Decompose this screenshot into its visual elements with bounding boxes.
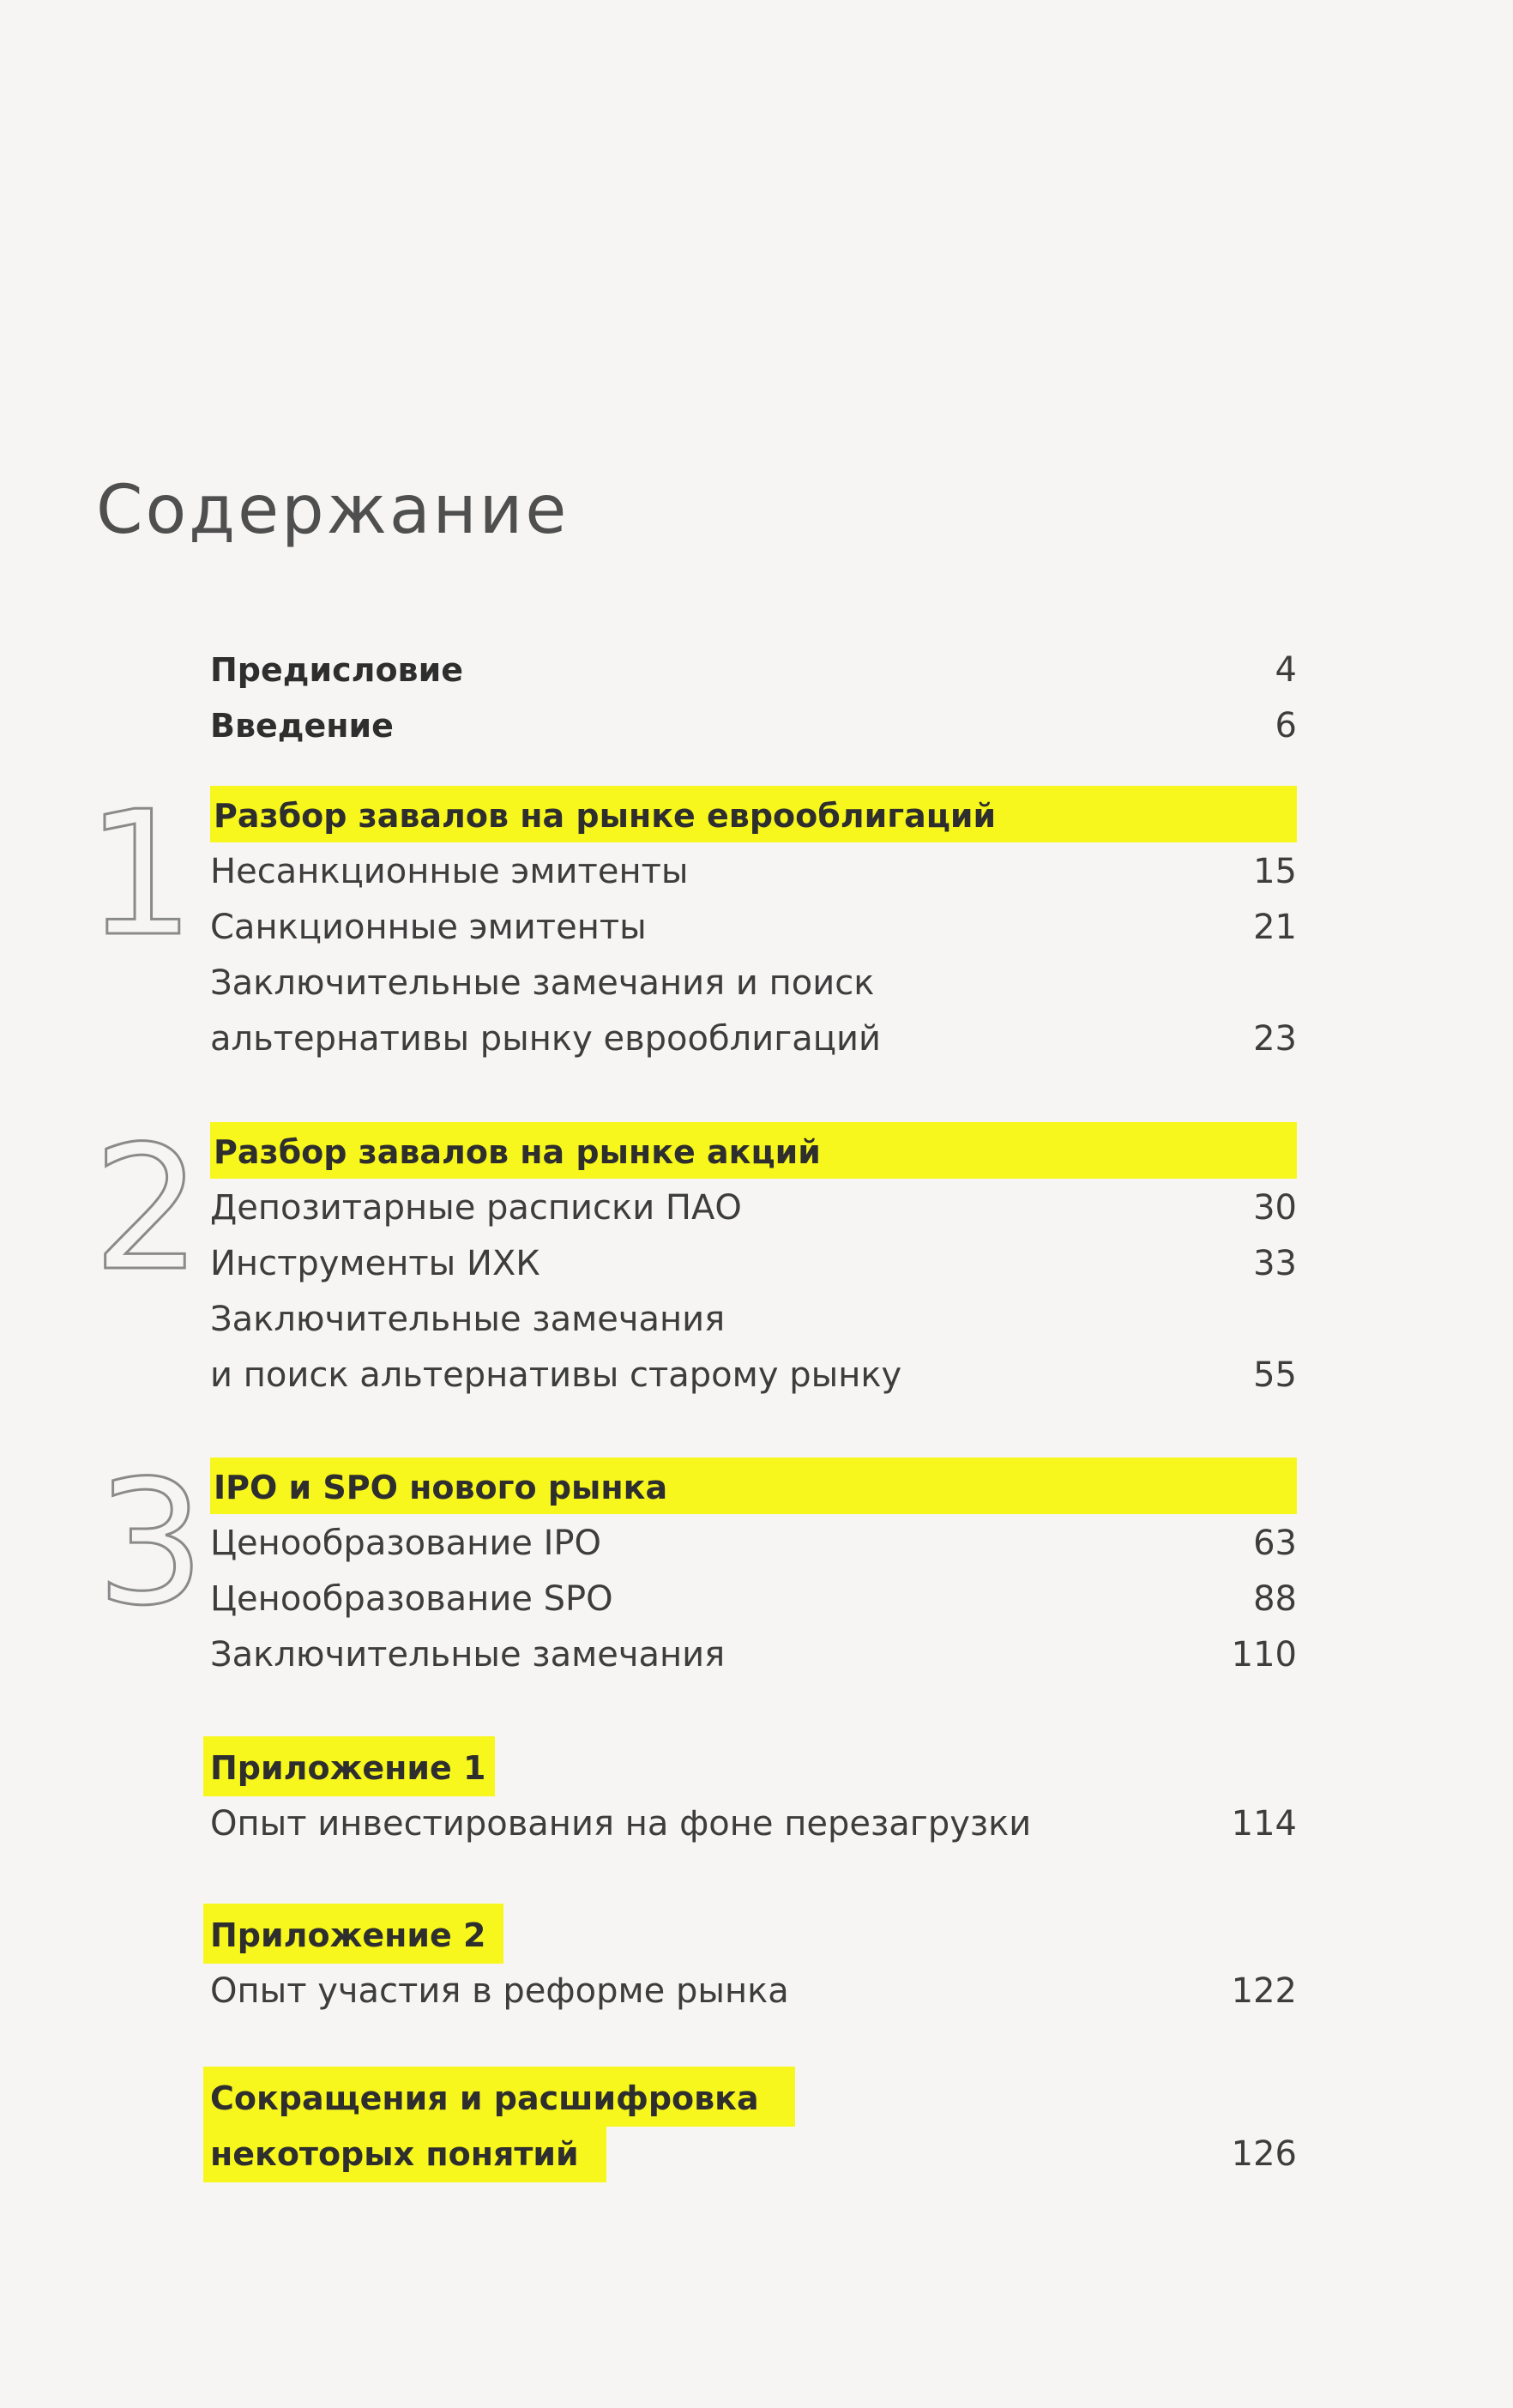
toc-page-number: 88	[1253, 1579, 1297, 1619]
toc-page-number: 4	[1275, 650, 1297, 690]
chapter-number-3: 3	[96, 1444, 206, 1644]
toc-entry-label: Ценообразование IPO	[210, 1524, 602, 1563]
toc-entry-label: Опыт инвестирования на фоне перезагрузки	[210, 1804, 1032, 1844]
toc-entry[interactable]	[210, 1572, 1297, 1626]
toc-entry-label: Инструменты ИХК	[210, 1244, 540, 1283]
toc-entry-label: Депозитарные расписки ПАО	[210, 1188, 742, 1228]
toc-entry[interactable]	[210, 1517, 1297, 1570]
toc-entry-label: Несанкционные эмитенты	[210, 852, 689, 891]
toc-entry-label: Заключительные замечания	[210, 1300, 726, 1339]
glossary-heading-line-2[interactable]	[210, 2127, 1297, 2181]
toc-entry[interactable]	[210, 845, 1297, 898]
toc-entry[interactable]	[210, 1349, 1297, 1402]
toc-page-number: 30	[1253, 1188, 1297, 1228]
toc-entry[interactable]	[210, 1012, 1297, 1065]
toc-page-number: 23	[1253, 1019, 1297, 1059]
toc-entry[interactable]	[210, 957, 1297, 1010]
toc-page-number: 63	[1253, 1524, 1297, 1563]
toc-entry[interactable]	[210, 901, 1297, 954]
toc-page-number: 33	[1253, 1244, 1297, 1283]
toc-entry-preface[interactable]	[210, 643, 1297, 697]
toc-entry-introduction[interactable]	[210, 699, 1297, 752]
toc-entry-label: Опыт участия в реформе рынка	[210, 1971, 789, 2011]
toc-entry[interactable]	[210, 1797, 1297, 1850]
glossary-heading-label: Сокращения и расшифровка	[210, 2079, 759, 2117]
glossary-heading-label: некоторых понятий	[210, 2135, 579, 2173]
appendix-heading-label: Приложение 1	[210, 1749, 486, 1787]
toc-entry-label: альтернативы рынку еврооблигаций	[210, 1019, 881, 1059]
toc-entry-label: Санкционные эмитенты	[210, 908, 647, 947]
appendix-heading-label: Приложение 2	[210, 1916, 486, 1954]
toc-entry-label: Предисловие	[210, 651, 464, 689]
chapter-number-2: 2	[93, 1109, 202, 1309]
chapter-heading-2[interactable]	[210, 1126, 1297, 1179]
toc-page-number: 6	[1275, 706, 1297, 745]
toc-page-number: 110	[1231, 1635, 1297, 1675]
toc-entry[interactable]	[210, 1293, 1297, 1346]
toc-entry[interactable]	[210, 1964, 1297, 2018]
toc-entry-label: Заключительные замечания и поиск	[210, 963, 875, 1003]
toc-entry-label: Введение	[210, 707, 394, 745]
toc-page-number: 126	[1231, 2134, 1297, 2174]
chapter-heading-label: IPO и SPO нового рынка	[214, 1469, 668, 1506]
toc-page-number: 21	[1253, 908, 1297, 947]
chapter-heading-3[interactable]	[210, 1461, 1297, 1514]
glossary-heading-line-1[interactable]	[210, 2072, 1297, 2125]
toc-page-number: 122	[1231, 1971, 1297, 2011]
appendix-heading-2[interactable]	[210, 1909, 1297, 1962]
chapter-heading-1[interactable]	[210, 789, 1297, 842]
toc-entry-label: Заключительные замечания	[210, 1635, 726, 1675]
toc-entry[interactable]	[210, 1628, 1297, 1681]
toc-entry-label: Ценообразование SPO	[210, 1579, 613, 1619]
chapter-number-1: 1	[86, 775, 196, 975]
chapter-heading-label: Разбор завалов на рынке акций	[214, 1133, 821, 1171]
toc-page-number: 15	[1253, 852, 1297, 891]
appendix-heading-1[interactable]	[210, 1741, 1297, 1795]
chapter-heading-label: Разбор завалов на рынке еврооблигаций	[214, 797, 997, 835]
toc-page-number: 114	[1231, 1804, 1297, 1844]
toc-page-number: 55	[1253, 1355, 1297, 1395]
toc-entry[interactable]	[210, 1181, 1297, 1234]
toc-entry[interactable]	[210, 1237, 1297, 1290]
toc-entry-label: и поиск альтернативы старому рынку	[210, 1355, 902, 1395]
page-title: Содержание	[96, 472, 570, 549]
